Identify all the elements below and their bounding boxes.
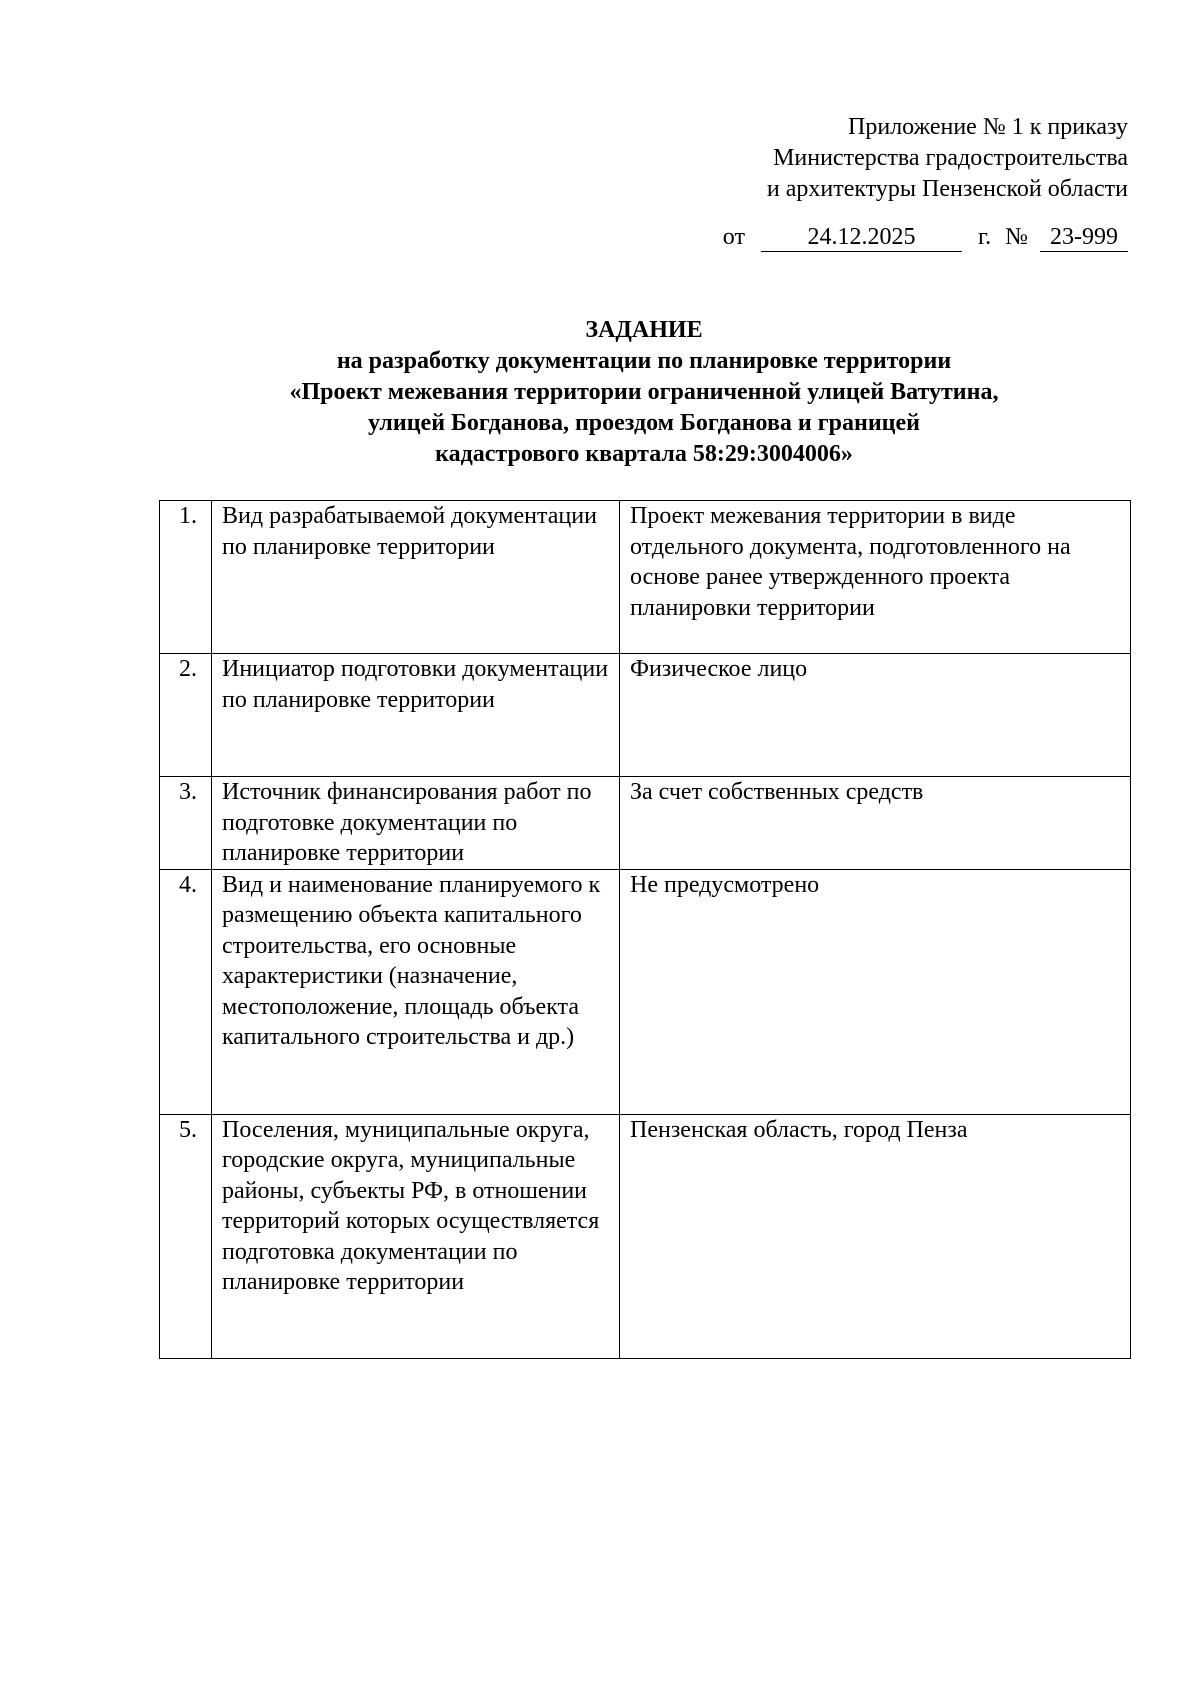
order-reference [723, 222, 1128, 252]
row-value: За счет собственных средств [620, 777, 1131, 870]
row-value: Пензенская область, город Пенза [620, 1114, 1131, 1358]
row-value: Проект межевания территории в виде отдельного документа, подготовленного на основе ранее утвержденного проекта планировки территории [620, 501, 1131, 654]
table-row [160, 654, 1131, 777]
row-label: Источник финансирования работ по подготовке документации по планировке территории [212, 777, 620, 870]
table-row [160, 777, 1131, 870]
row-label: Инициатор подготовки документации по планировке территории [212, 654, 620, 777]
table-row [160, 869, 1131, 1114]
appendix-line-2: Министерства градостроительства [773, 145, 1128, 171]
task-table [159, 500, 1131, 1359]
appendix-header [767, 112, 1128, 205]
row-number: 3. [160, 777, 212, 870]
row-label: Вид разрабатываемой документации по планировке территории [212, 501, 620, 654]
title-subtitle-line-2: «Проект межевания территории ограниченной улицей Ватутина, [289, 379, 999, 405]
row-number: 2. [160, 654, 212, 777]
row-label: Поселения, муниципальные округа, городские округа, муниципальные районы, субъекты РФ, в отношении территорий которых осуществляется подготовка документации по планировке территории [212, 1114, 620, 1358]
title-heading: ЗАДАНИЕ [585, 317, 703, 343]
title-subtitle-line-1: на разработку документации по планировке территории [336, 348, 952, 374]
row-value: Не предусмотрено [620, 869, 1131, 1114]
row-number: 4. [160, 869, 212, 1114]
appendix-line-1: Приложение № 1 к приказу [848, 114, 1128, 140]
document-title [160, 315, 1128, 470]
row-label: Вид и наименование планируемого к размещению объекта капитального строительства, его основные характеристики (назначение, местоположение, площадь объекта капитального строительства и др.) [212, 869, 620, 1114]
table-row [160, 501, 1131, 654]
appendix-line-3: и архитектуры Пензенской области [766, 176, 1128, 202]
order-year-suffix: г. [977, 224, 992, 250]
row-value: Физическое лицо [620, 654, 1131, 777]
row-number: 5. [160, 1114, 212, 1358]
title-subtitle-line-4: кадастрового квартала 58:29:3004006» [435, 441, 853, 467]
order-number: 23-999 [1040, 223, 1128, 252]
title-subtitle-line-3: улицей Богданова, проездом Богданова и границей [368, 410, 920, 436]
order-date: 24.12.2025 [761, 223, 962, 252]
row-number: 1. [160, 501, 212, 654]
order-number-label: № [1005, 224, 1028, 250]
order-from-label: от [722, 224, 745, 250]
table-row [160, 1114, 1131, 1358]
